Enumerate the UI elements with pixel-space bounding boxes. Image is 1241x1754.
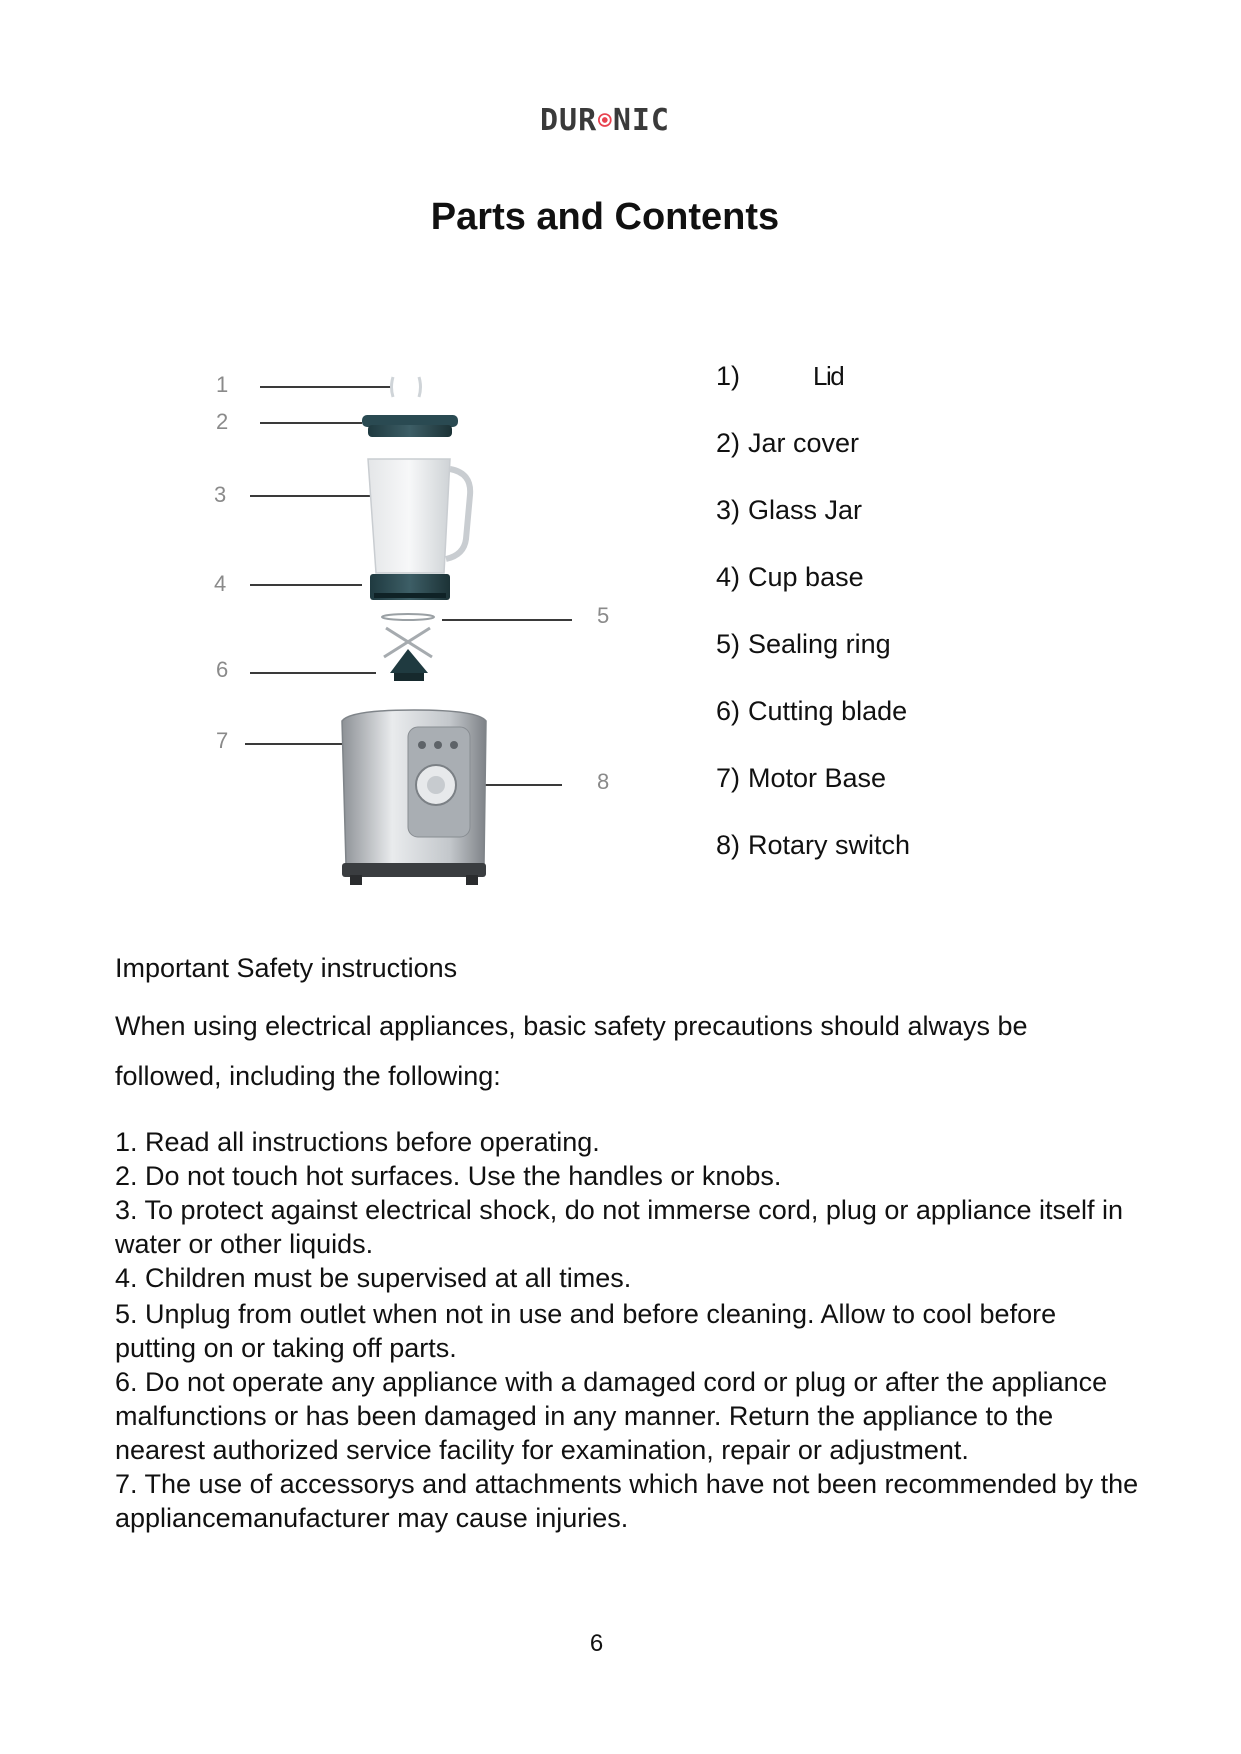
part-item <box>716 490 910 557</box>
part-number: 5) <box>716 629 741 659</box>
part-label: Jar cover <box>748 428 860 458</box>
part-number: 8) <box>716 830 741 860</box>
logo-text-end: NIC <box>612 102 670 138</box>
part-number: 4) <box>716 562 741 592</box>
safety-rule: 7. The use of accessorys and attachments which have not been recommended by the appliancemanufacturer may cause injuries. <box>115 1469 1139 1533</box>
part-number: 1) <box>716 361 741 391</box>
part-number: 6) <box>716 696 741 726</box>
motor-base-part <box>342 710 486 885</box>
part-item <box>716 423 910 490</box>
part-label: Cup base <box>748 562 864 592</box>
sealing-ring-part <box>382 614 434 620</box>
callout-1: 1 <box>216 372 229 397</box>
callout-8: 8 <box>597 769 610 794</box>
safety-rule: 1. Read all instructions before operating. <box>115 1127 600 1157</box>
safety-intro-line: When using electrical appliances, basic safety precautions should always be <box>115 1011 1028 1041</box>
callout-5: 5 <box>597 603 610 628</box>
part-item <box>716 758 910 825</box>
part-item <box>716 356 910 423</box>
part-item <box>716 624 910 691</box>
part-label: Lid <box>813 361 844 391</box>
safety-rule: 3. To protect against electrical shock, do not immerse cord, plug or appliance itself in water or other liquids. <box>115 1195 1124 1259</box>
parts-list <box>716 356 910 892</box>
part-number: 7) <box>716 763 741 793</box>
part-item <box>716 825 910 892</box>
safety-rules-list <box>115 1125 1140 1535</box>
page-number: 6 <box>589 1630 604 1657</box>
part-label: Cutting blade <box>748 696 908 726</box>
page-title: Parts and Contents <box>430 196 780 238</box>
jar-cover-part <box>362 415 458 437</box>
callout-6: 6 <box>216 657 229 682</box>
safety-intro <box>115 1001 1135 1101</box>
part-label: Sealing ring <box>748 629 891 659</box>
safety-rule: 2. Do not touch hot surfaces. Use the handles or knobs. <box>115 1161 782 1191</box>
power-icon <box>598 108 612 132</box>
blender-exploded-diagram <box>200 355 680 910</box>
lid-part <box>392 377 421 397</box>
safety-rule: 4. Children must be supervised at all times. <box>115 1263 632 1293</box>
part-number: 2) <box>716 428 741 458</box>
part-label: Glass Jar <box>748 495 863 525</box>
cup-base-part <box>370 574 450 600</box>
part-item <box>716 557 910 624</box>
part-label: Motor Base <box>748 763 887 793</box>
safety-intro-line: followed, including the following: <box>115 1061 501 1091</box>
glass-jar-part <box>368 459 470 573</box>
safety-heading: Important Safety instructions <box>115 953 458 983</box>
callout-4: 4 <box>214 571 227 596</box>
callout-7: 7 <box>216 728 229 753</box>
part-number: 3) <box>716 495 741 525</box>
brand-logo <box>540 102 670 138</box>
callout-2: 2 <box>216 409 229 434</box>
cutting-blade-part <box>384 628 432 681</box>
safety-rule: 5. Unplug from outlet when not in use and before cleaning. Allow to cool before putting on or taking off parts. <box>115 1299 1057 1363</box>
safety-rule: 6. Do not operate any appliance with a damaged cord or plug or after the appliance malfunctions or has been damaged in any manner. Return the appliance to the nearest authorized service facility for examination, repair or adjustment. <box>115 1367 1108 1465</box>
part-label: Rotary switch <box>748 830 911 860</box>
part-item <box>716 691 910 758</box>
logo-text-start: DUR <box>540 102 598 138</box>
callout-3: 3 <box>214 482 227 507</box>
